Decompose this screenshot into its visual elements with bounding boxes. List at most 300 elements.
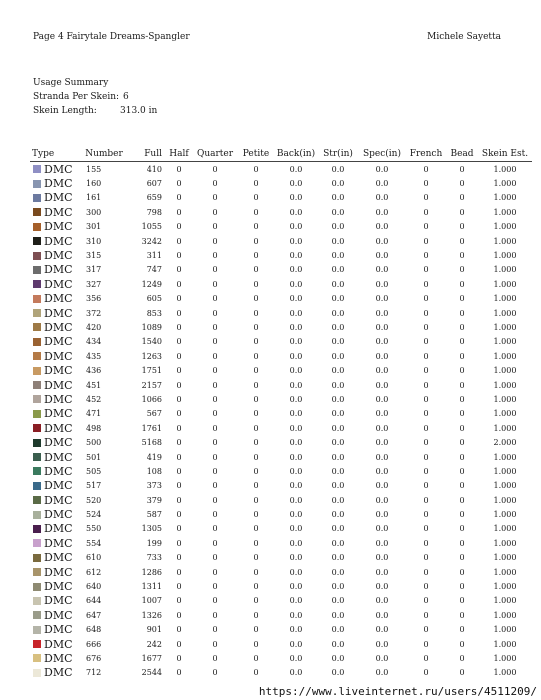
cell-number: 666 [86,639,102,649]
cell-number: 434 [86,337,102,347]
cell-back: 0.0 [289,582,303,592]
table-body [30,162,532,681]
cell-full: 379 [146,495,162,505]
cell-back: 0.0 [289,466,303,476]
cell-petite: 0 [253,610,259,620]
cell-spec: 0.0 [375,322,389,332]
cell-number: 161 [86,193,102,203]
cell-full: 410 [146,164,162,174]
cell-spec: 0.0 [375,308,389,318]
cell-full: 605 [146,294,162,304]
cell-back: 0.0 [289,193,303,203]
cell-spec: 0.0 [375,409,389,419]
cell-petite: 0 [253,567,259,577]
color-swatch [33,626,41,634]
cell-type [30,651,82,665]
cell-bead: 0 [459,524,465,534]
col-header-half: Half [166,147,192,162]
cell-skein-est: 1.000 [493,294,517,304]
thread-brand: DMC [44,349,73,363]
cell-full: 108 [146,466,162,476]
cell-quarter: 0 [212,279,218,289]
cell-skein-est: 1.000 [493,308,517,318]
cell-spec: 0.0 [375,251,389,261]
cell-bead: 0 [459,366,465,376]
cell-str: 0.0 [331,380,345,390]
cell-quarter: 0 [212,582,218,592]
cell-bead: 0 [459,179,465,189]
cell-bead: 0 [459,481,465,491]
cell-quarter: 0 [212,380,218,390]
cell-bead: 0 [459,582,465,592]
cell-number: 612 [86,567,102,577]
table-row [30,335,532,349]
cell-bead: 0 [459,538,465,548]
strands-value: 6 [123,92,129,102]
strands-label: Stranda Per Skein: [33,92,120,102]
cell-spec: 0.0 [375,265,389,275]
source-watermark: https://www.liveinternet.ru/users/4511209/ [258,685,537,698]
thread-brand: DMC [44,464,73,478]
cell-type [30,363,82,377]
usage-table [30,147,532,680]
cell-str: 0.0 [331,222,345,232]
cell-petite: 0 [253,625,259,635]
table-row [30,666,532,680]
cell-type [30,507,82,521]
table-row [30,608,532,622]
cell-petite: 0 [253,639,259,649]
cell-str: 0.0 [331,207,345,217]
cell-full: 1055 [141,222,162,232]
cell-petite: 0 [253,553,259,563]
cell-half: 0 [176,610,182,620]
cell-full: 587 [146,510,162,520]
cell-half: 0 [176,222,182,232]
cell-full: 853 [146,308,162,318]
thread-brand: DMC [44,551,73,565]
cell-petite: 0 [253,251,259,261]
color-swatch [33,252,41,260]
color-swatch [33,611,41,619]
cell-bead: 0 [459,193,465,203]
thread-brand: DMC [44,623,73,637]
cell-quarter: 0 [212,567,218,577]
cell-petite: 0 [253,207,259,217]
cell-half: 0 [176,337,182,347]
cell-bead: 0 [459,279,465,289]
cell-quarter: 0 [212,207,218,217]
cell-skein-est: 1.000 [493,668,517,678]
cell-bead: 0 [459,265,465,275]
cell-back: 0.0 [289,538,303,548]
cell-back: 0.0 [289,553,303,563]
thread-brand: DMC [44,450,73,464]
cell-spec: 0.0 [375,466,389,476]
table-row [30,191,532,205]
cell-half: 0 [176,582,182,592]
cell-spec: 0.0 [375,351,389,361]
cell-french: 0 [423,380,429,390]
color-swatch [33,568,41,576]
cell-spec: 0.0 [375,179,389,189]
cell-petite: 0 [253,164,259,174]
cell-back: 0.0 [289,179,303,189]
cell-number: 315 [86,251,102,261]
cell-type [30,263,82,277]
cell-type [30,493,82,507]
cell-type [30,435,82,449]
cell-petite: 0 [253,236,259,246]
cell-quarter: 0 [212,510,218,520]
cell-petite: 0 [253,265,259,275]
cell-skein-est: 1.000 [493,380,517,390]
thread-brand: DMC [44,651,73,665]
thread-brand: DMC [44,608,73,622]
color-swatch [33,395,41,403]
cell-spec: 0.0 [375,495,389,505]
cell-str: 0.0 [331,337,345,347]
cell-french: 0 [423,351,429,361]
cell-half: 0 [176,423,182,433]
color-swatch [33,410,41,418]
cell-full: 1089 [141,322,162,332]
col-header-full: Full [126,147,166,162]
cell-quarter: 0 [212,179,218,189]
cell-half: 0 [176,193,182,203]
cell-back: 0.0 [289,351,303,361]
cell-bead: 0 [459,409,465,419]
cell-skein-est: 1.000 [493,423,517,433]
cell-full: 1066 [141,394,162,404]
cell-french: 0 [423,308,429,318]
cell-number: 640 [86,582,102,592]
cell-french: 0 [423,639,429,649]
cell-french: 0 [423,538,429,548]
cell-petite: 0 [253,351,259,361]
cell-back: 0.0 [289,452,303,462]
cell-french: 0 [423,236,429,246]
color-swatch [33,583,41,591]
cell-number: 648 [86,625,102,635]
cell-petite: 0 [253,366,259,376]
cell-skein-est: 1.000 [493,351,517,361]
thread-brand: DMC [44,335,73,349]
cell-type [30,335,82,349]
cell-spec: 0.0 [375,668,389,678]
cell-half: 0 [176,452,182,462]
cell-str: 0.0 [331,308,345,318]
cell-french: 0 [423,164,429,174]
cell-type [30,349,82,363]
color-swatch [33,180,41,188]
cell-str: 0.0 [331,265,345,275]
color-swatch [33,165,41,173]
cell-full: 901 [146,625,162,635]
table-row [30,263,532,277]
cell-full: 747 [146,265,162,275]
cell-quarter: 0 [212,668,218,678]
cell-back: 0.0 [289,322,303,332]
thread-brand: DMC [44,320,73,334]
color-swatch [33,554,41,562]
cell-skein-est: 1.000 [493,207,517,217]
cell-quarter: 0 [212,394,218,404]
cell-skein-est: 2.000 [493,438,517,448]
cell-bead: 0 [459,639,465,649]
cell-type [30,176,82,190]
cell-half: 0 [176,207,182,217]
strands-row [33,90,157,104]
cell-petite: 0 [253,193,259,203]
cell-spec: 0.0 [375,294,389,304]
cell-french: 0 [423,510,429,520]
cell-str: 0.0 [331,409,345,419]
thread-brand: DMC [44,536,73,550]
cell-type [30,464,82,478]
table-row [30,176,532,190]
cell-spec: 0.0 [375,438,389,448]
cell-number: 420 [86,322,102,332]
cell-quarter: 0 [212,639,218,649]
cell-half: 0 [176,438,182,448]
cell-back: 0.0 [289,510,303,520]
cell-full: 1249 [141,279,162,289]
cell-french: 0 [423,495,429,505]
cell-quarter: 0 [212,438,218,448]
cell-type [30,205,82,219]
cell-quarter: 0 [212,351,218,361]
cell-petite: 0 [253,394,259,404]
cell-bead: 0 [459,495,465,505]
cell-spec: 0.0 [375,553,389,563]
thread-brand: DMC [44,191,73,205]
cell-french: 0 [423,394,429,404]
cell-bead: 0 [459,653,465,663]
cell-full: 1263 [141,351,162,361]
cell-back: 0.0 [289,481,303,491]
cell-half: 0 [176,179,182,189]
cell-french: 0 [423,294,429,304]
cell-petite: 0 [253,466,259,476]
table-row [30,522,532,536]
cell-spec: 0.0 [375,236,389,246]
cell-half: 0 [176,625,182,635]
table-row [30,378,532,392]
cell-french: 0 [423,466,429,476]
cell-full: 5168 [141,438,162,448]
cell-type [30,479,82,493]
cell-skein-est: 1.000 [493,409,517,419]
table-row [30,407,532,421]
cell-spec: 0.0 [375,222,389,232]
cell-bead: 0 [459,510,465,520]
cell-type [30,637,82,651]
cell-type [30,579,82,593]
cell-str: 0.0 [331,394,345,404]
cell-petite: 0 [253,452,259,462]
cell-str: 0.0 [331,625,345,635]
page-header-title: Page 4 Fairytale Dreams-Spangler [33,32,190,42]
usage-summary-title: Usage Summary [33,78,109,88]
cell-str: 0.0 [331,322,345,332]
cell-back: 0.0 [289,423,303,433]
cell-petite: 0 [253,495,259,505]
cell-number: 501 [86,452,102,462]
cell-type [30,450,82,464]
cell-back: 0.0 [289,495,303,505]
cell-skein-est: 1.000 [493,164,517,174]
thread-brand: DMC [44,594,73,608]
cell-spec: 0.0 [375,452,389,462]
cell-full: 2157 [141,380,162,390]
cell-quarter: 0 [212,495,218,505]
cell-str: 0.0 [331,179,345,189]
cell-number: 647 [86,610,102,620]
cell-half: 0 [176,380,182,390]
color-swatch [33,669,41,677]
table-row [30,536,532,550]
cell-bead: 0 [459,668,465,678]
cell-number: 436 [86,366,102,376]
cell-number: 317 [86,265,102,275]
cell-number: 471 [86,409,102,419]
cell-skein-est: 1.000 [493,337,517,347]
thread-brand: DMC [44,162,73,176]
thread-brand: DMC [44,421,73,435]
table-row [30,349,532,363]
table-row [30,162,532,177]
cell-quarter: 0 [212,653,218,663]
table-row [30,392,532,406]
cell-french: 0 [423,553,429,563]
cell-quarter: 0 [212,625,218,635]
thread-brand: DMC [44,364,73,378]
cell-quarter: 0 [212,236,218,246]
cell-type [30,220,82,234]
cell-number: 356 [86,294,102,304]
cell-bead: 0 [459,207,465,217]
table-row [30,464,532,478]
col-header-bead: Bead [446,147,478,162]
cell-half: 0 [176,308,182,318]
cell-str: 0.0 [331,294,345,304]
color-swatch [33,295,41,303]
cell-full: 567 [146,409,162,419]
cell-spec: 0.0 [375,279,389,289]
cell-french: 0 [423,423,429,433]
cell-type [30,248,82,262]
cell-petite: 0 [253,222,259,232]
table-header-row [30,147,532,162]
cell-type [30,623,82,637]
cell-str: 0.0 [331,423,345,433]
cell-full: 798 [146,207,162,217]
cell-french: 0 [423,596,429,606]
cell-french: 0 [423,322,429,332]
cell-number: 451 [86,380,102,390]
cell-number: 676 [86,653,102,663]
cell-spec: 0.0 [375,337,389,347]
cell-back: 0.0 [289,236,303,246]
cell-spec: 0.0 [375,610,389,620]
cell-skein-est: 1.000 [493,553,517,563]
thread-brand: DMC [44,522,73,536]
color-swatch [33,511,41,519]
cell-full: 1761 [141,423,162,433]
thread-brand: DMC [44,493,73,507]
cell-french: 0 [423,524,429,534]
cell-str: 0.0 [331,251,345,261]
cell-type [30,392,82,406]
cell-number: 435 [86,351,102,361]
cell-half: 0 [176,653,182,663]
cell-french: 0 [423,481,429,491]
cell-spec: 0.0 [375,567,389,577]
cell-full: 2544 [141,668,162,678]
cell-bead: 0 [459,466,465,476]
cell-type [30,608,82,622]
cell-back: 0.0 [289,596,303,606]
skein-length-row [33,104,157,118]
thread-brand: DMC [44,220,73,234]
color-swatch [33,323,41,331]
cell-type [30,277,82,291]
cell-skein-est: 1.000 [493,466,517,476]
cell-petite: 0 [253,582,259,592]
color-swatch [33,539,41,547]
cell-bead: 0 [459,294,465,304]
color-swatch [33,223,41,231]
cell-quarter: 0 [212,251,218,261]
cell-bead: 0 [459,567,465,577]
col-header-str: Str(in) [318,147,358,162]
cell-half: 0 [176,639,182,649]
cell-quarter: 0 [212,553,218,563]
cell-str: 0.0 [331,481,345,491]
cell-number: 310 [86,236,102,246]
thread-brand: DMC [44,306,73,320]
cell-half: 0 [176,567,182,577]
cell-half: 0 [176,495,182,505]
cell-back: 0.0 [289,207,303,217]
table-row [30,565,532,579]
cell-french: 0 [423,279,429,289]
cell-bead: 0 [459,351,465,361]
skein-length-value: 313.0 in [120,106,158,116]
cell-bead: 0 [459,438,465,448]
cell-half: 0 [176,164,182,174]
cell-str: 0.0 [331,510,345,520]
thread-brand: DMC [44,666,73,680]
cell-skein-est: 1.000 [493,495,517,505]
cell-back: 0.0 [289,279,303,289]
cell-skein-est: 1.000 [493,322,517,332]
cell-half: 0 [176,322,182,332]
cell-number: 505 [86,466,102,476]
thread-brand: DMC [44,263,73,277]
cell-str: 0.0 [331,164,345,174]
cell-full: 1305 [141,524,162,534]
cell-skein-est: 1.000 [493,653,517,663]
cell-skein-est: 1.000 [493,481,517,491]
table-row [30,220,532,234]
color-swatch [33,352,41,360]
cell-bead: 0 [459,251,465,261]
cell-skein-est: 1.000 [493,596,517,606]
cell-skein-est: 1.000 [493,251,517,261]
color-swatch [33,482,41,490]
